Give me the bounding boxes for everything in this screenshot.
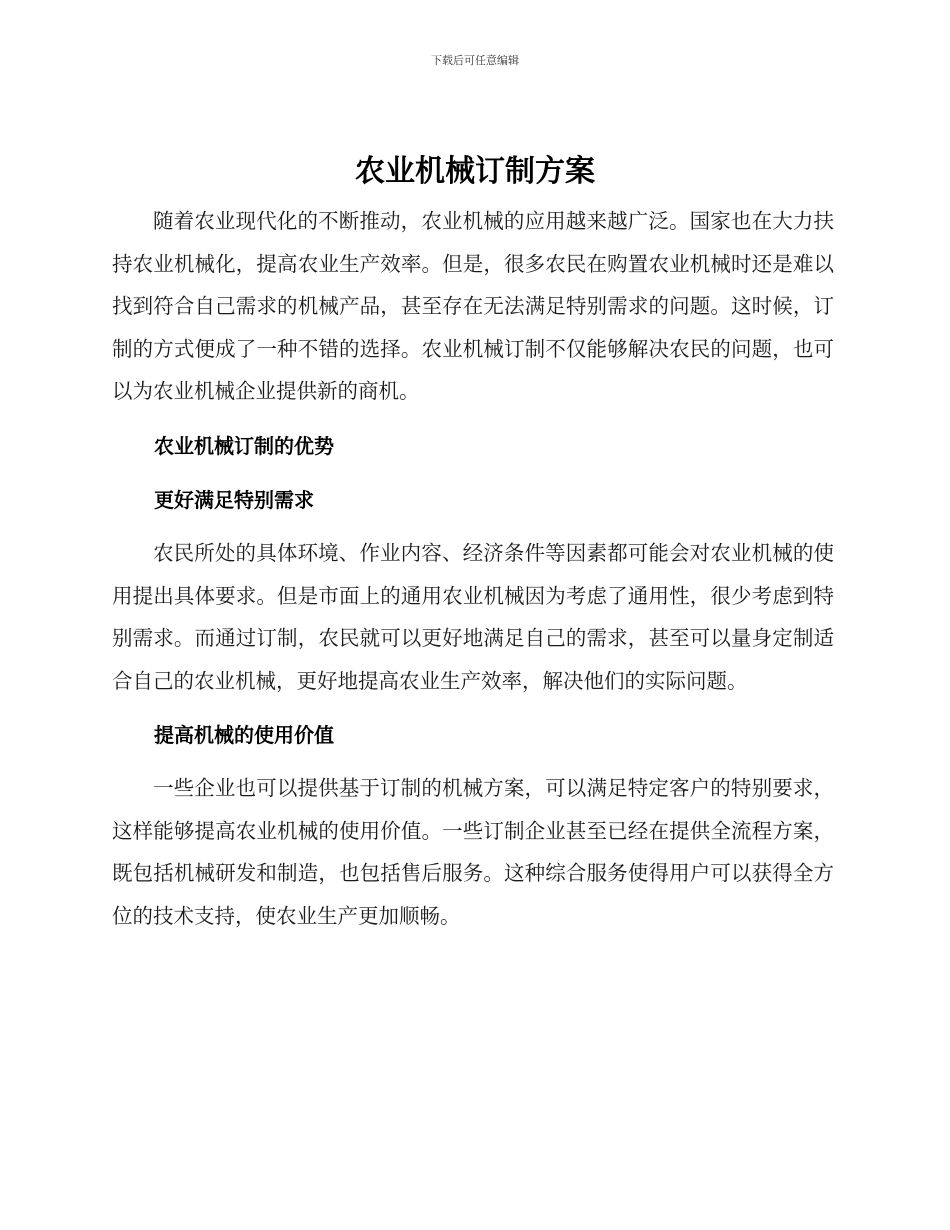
subsection-heading-2: 提高机械的使用价值 <box>154 722 334 747</box>
spacer <box>112 413 834 425</box>
subsection-heading-1: 更好满足特别需求 <box>154 487 314 512</box>
document-body <box>112 200 834 938</box>
spacer <box>112 756 834 767</box>
intro-paragraph: 随着农业现代化的不断推动，农业机械的应用越来越广泛。国家也在大力扶持农业机械化，提高农业生产效率。但是，很多农民在购置农业机械时还是难以找到符合自己需求的机械产品，甚至存在无法满足特别需求的问题。这时候，订制的方式便成了一种不错的选择。农业机械订制不仅能够解决农民的问题，也可以为农业机械企业提供新的商机。 <box>112 209 834 404</box>
spacer <box>112 521 834 532</box>
page-header-note: 下载后可任意编辑 <box>431 54 519 67</box>
subsection-paragraph-1: 农民所处的具体环境、作业内容、经济条件等因素都可能会对农业机械的使用提出具体要求。但是市面上的通用农业机械因为考虑了通用性，很少考虑到特别需求。而通过订制，农民就可以更好地满足自己的需求，甚至可以量身定制适合自己的农业机械，更好地提高农业生产效率，解决他们的实际问题。 <box>112 541 834 693</box>
subsection-paragraph-2: 一些企业也可以提供基于订制的机械方案，可以满足特定客户的特别要求，这样能够提高农业机械的使用价值。一些订制企业甚至已经在提供全流程方案，既包括机械研发和制造，也包括售后服务。这种综合服务使得用户可以获得全方位的技术支持，使农业生产更加顺畅。 <box>112 776 834 928</box>
section-heading: 农业机械订制的优势 <box>154 433 334 458</box>
spacer <box>112 703 834 714</box>
spacer <box>112 468 834 479</box>
document-title: 农业机械订制方案 <box>355 154 595 189</box>
